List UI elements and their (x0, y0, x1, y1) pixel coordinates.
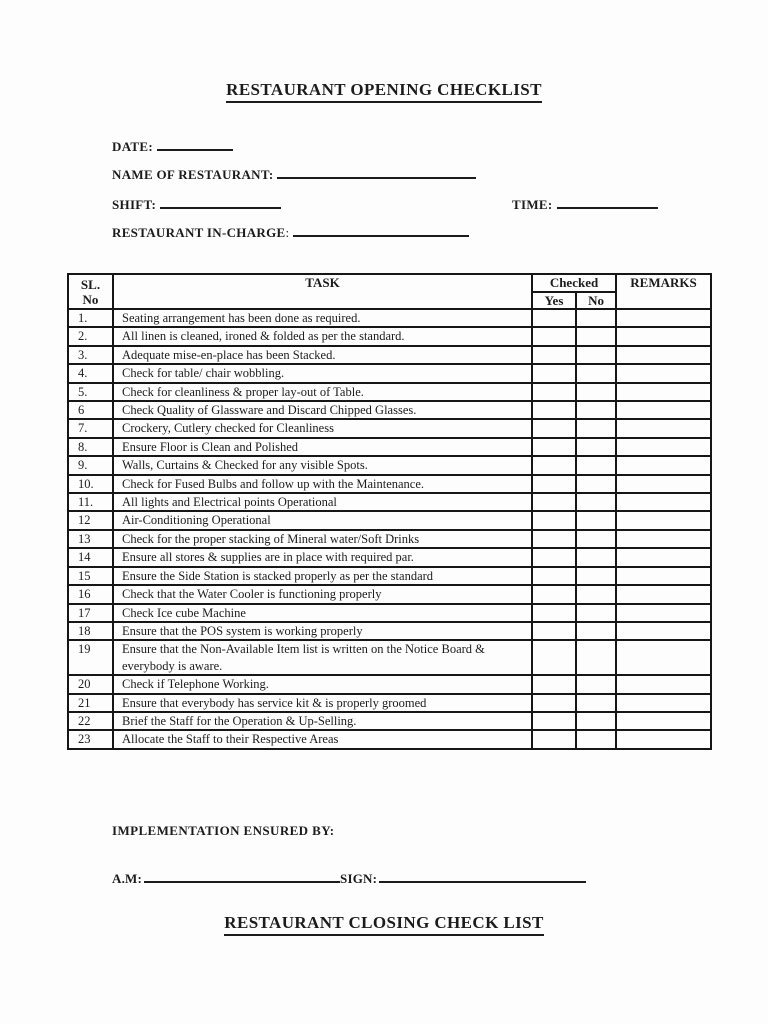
row-sl-number: 12 (68, 511, 113, 529)
row-sl-number: 15 (68, 567, 113, 585)
row-no-cell (576, 694, 616, 712)
table-row (68, 456, 711, 474)
row-remarks-cell (616, 640, 711, 675)
row-no-cell (576, 401, 616, 419)
row-no-cell (576, 327, 616, 345)
row-yes-cell (532, 364, 576, 382)
row-remarks-cell (616, 309, 711, 327)
restaurant-name-label: NAME OF RESTAURANT: (112, 167, 274, 182)
row-no-cell (576, 712, 616, 730)
row-yes-cell (532, 475, 576, 493)
row-yes-cell (532, 694, 576, 712)
row-no-cell (576, 730, 616, 748)
row-no-cell (576, 585, 616, 603)
row-task-text: Check for Fused Bulbs and follow up with the Maintenance. (113, 475, 532, 493)
row-remarks-cell (616, 346, 711, 364)
row-task-text: Adequate mise-en-place has been Stacked. (113, 346, 532, 364)
row-sl-number: 1. (68, 309, 113, 327)
row-remarks-cell (616, 567, 711, 585)
table-row (68, 419, 711, 437)
row-remarks-cell (616, 456, 711, 474)
row-no-cell (576, 456, 616, 474)
row-remarks-cell (616, 364, 711, 382)
table-row (68, 640, 711, 675)
table-row (68, 675, 711, 693)
row-no-cell (576, 548, 616, 566)
row-task-text: Ensure Floor is Clean and Polished (113, 438, 532, 456)
column-header-yes: Yes (532, 292, 576, 309)
table-row (68, 327, 711, 345)
row-sl-number: 16 (68, 585, 113, 603)
row-remarks-cell (616, 401, 711, 419)
table-row (68, 585, 711, 603)
am-blank-line (144, 869, 340, 883)
table-row (68, 712, 711, 730)
row-remarks-cell (616, 675, 711, 693)
table-row (68, 622, 711, 640)
table-row (68, 309, 711, 327)
row-task-text: Walls, Curtains & Checked for any visible Spots. (113, 456, 532, 474)
table-row (68, 604, 711, 622)
time-label: TIME: (512, 197, 553, 212)
row-yes-cell (532, 346, 576, 364)
implementation-label: IMPLEMENTATION ENSURED BY: (112, 823, 335, 838)
row-yes-cell (532, 530, 576, 548)
row-task-text: Check Ice cube Machine (113, 604, 532, 622)
row-sl-number: 8. (68, 438, 113, 456)
row-sl-number: 19 (68, 640, 113, 675)
row-task-text: Ensure the Side Station is stacked properly as per the standard (113, 567, 532, 585)
shift-time-field-row (112, 195, 768, 215)
table-row (68, 548, 711, 566)
opening-checklist-title-text: RESTAURANT OPENING CHECKLIST (226, 80, 542, 103)
shift-label: SHIFT: (112, 197, 157, 212)
date-blank-line (157, 137, 233, 151)
row-remarks-cell (616, 419, 711, 437)
row-yes-cell (532, 438, 576, 456)
table-row (68, 511, 711, 529)
row-sl-number: 14 (68, 548, 113, 566)
table-row (68, 364, 711, 382)
table-row (68, 694, 711, 712)
row-yes-cell (532, 309, 576, 327)
row-sl-number: 6 (68, 401, 113, 419)
incharge-field-row (112, 223, 768, 243)
table-row (68, 567, 711, 585)
row-sl-number: 23 (68, 730, 113, 748)
row-sl-number: 4. (68, 364, 113, 382)
row-no-cell (576, 475, 616, 493)
column-header-task: TASK (113, 274, 532, 309)
row-yes-cell (532, 604, 576, 622)
row-task-text: Check for cleanliness & proper lay-out of Table. (113, 383, 532, 401)
sign-blank-line (379, 869, 586, 883)
row-sl-number: 20 (68, 675, 113, 693)
incharge-colon: : (285, 225, 290, 240)
row-task-text: Seating arrangement has been done as required. (113, 309, 532, 327)
row-task-text: All lights and Electrical points Operational (113, 493, 532, 511)
row-sl-number: 3. (68, 346, 113, 364)
row-task-text: Check for the proper stacking of Mineral water/Soft Drinks (113, 530, 532, 548)
row-task-text: Ensure that the POS system is working properly (113, 622, 532, 640)
am-label: A.M: (112, 871, 143, 886)
row-yes-cell (532, 456, 576, 474)
row-yes-cell (532, 383, 576, 401)
table-header-row-1 (68, 274, 711, 292)
row-no-cell (576, 364, 616, 382)
table-row (68, 475, 711, 493)
row-sl-number: 10. (68, 475, 113, 493)
row-remarks-cell (616, 622, 711, 640)
restaurant-name-blank-line (277, 165, 476, 179)
row-remarks-cell (616, 694, 711, 712)
implementation-row (112, 823, 335, 839)
restaurant-name-field-row (112, 165, 768, 185)
row-remarks-cell (616, 493, 711, 511)
row-sl-number: 7. (68, 419, 113, 437)
closing-checklist-title-text: RESTAURANT CLOSING CHECK LIST (224, 913, 543, 936)
table-row (68, 383, 711, 401)
time-field-group (512, 195, 658, 213)
row-yes-cell (532, 567, 576, 585)
row-no-cell (576, 419, 616, 437)
row-remarks-cell (616, 475, 711, 493)
row-task-text: Check Quality of Glassware and Discard Chipped Glasses. (113, 401, 532, 419)
row-task-text: Check for table/ chair wobbling. (113, 364, 532, 382)
row-remarks-cell (616, 604, 711, 622)
row-task-text: Allocate the Staff to their Respective Areas (113, 730, 532, 748)
row-no-cell (576, 383, 616, 401)
row-yes-cell (532, 493, 576, 511)
am-sign-row (112, 869, 586, 887)
row-yes-cell (532, 401, 576, 419)
row-task-text: All linen is cleaned, ironed & folded as per the standard. (113, 327, 532, 345)
row-remarks-cell (616, 511, 711, 529)
row-yes-cell (532, 640, 576, 675)
row-sl-number: 17 (68, 604, 113, 622)
opening-checklist-title (0, 80, 768, 103)
table-row (68, 493, 711, 511)
closing-checklist-title (0, 913, 768, 936)
table-row (68, 401, 711, 419)
row-remarks-cell (616, 730, 711, 748)
row-remarks-cell (616, 327, 711, 345)
row-remarks-cell (616, 530, 711, 548)
shift-blank-line (160, 195, 281, 209)
row-task-text: Ensure that everybody has service kit & is properly groomed (113, 694, 532, 712)
row-sl-number: 22 (68, 712, 113, 730)
row-no-cell (576, 567, 616, 585)
row-remarks-cell (616, 438, 711, 456)
table-row (68, 730, 711, 748)
row-task-text: Check that the Water Cooler is functioning properly (113, 585, 532, 603)
row-yes-cell (532, 419, 576, 437)
opening-checklist-table (67, 273, 712, 750)
row-sl-number: 13 (68, 530, 113, 548)
table-row (68, 346, 711, 364)
row-task-text: Ensure all stores & supplies are in place with required par. (113, 548, 532, 566)
column-header-no: No (576, 292, 616, 309)
row-yes-cell (532, 511, 576, 529)
incharge-label: RESTAURANT IN-CHARGE (112, 225, 286, 240)
column-header-sl-no (68, 274, 113, 309)
row-remarks-cell (616, 548, 711, 566)
row-no-cell (576, 438, 616, 456)
time-blank-line (557, 195, 658, 209)
row-sl-number: 2. (68, 327, 113, 345)
row-yes-cell (532, 622, 576, 640)
row-no-cell (576, 511, 616, 529)
column-header-sl: SL. (80, 276, 101, 292)
row-yes-cell (532, 712, 576, 730)
date-label: DATE: (112, 139, 153, 154)
row-no-cell (576, 493, 616, 511)
row-remarks-cell (616, 712, 711, 730)
row-yes-cell (532, 730, 576, 748)
row-sl-number: 18 (68, 622, 113, 640)
column-header-checked: Checked (532, 274, 616, 292)
table-row (68, 530, 711, 548)
table-row (68, 438, 711, 456)
row-no-cell (576, 346, 616, 364)
column-header-sl-no-line2: No (82, 291, 99, 307)
row-task-text: Check if Telephone Working. (113, 675, 532, 693)
row-yes-cell (532, 675, 576, 693)
row-no-cell (576, 309, 616, 327)
row-yes-cell (532, 585, 576, 603)
row-remarks-cell (616, 585, 711, 603)
row-yes-cell (532, 548, 576, 566)
sign-label: SIGN: (340, 871, 378, 886)
column-header-remarks: REMARKS (616, 274, 711, 309)
row-task-text: Ensure that the Non-Available Item list is written on the Notice Board & everybody is aware. (113, 640, 532, 675)
row-sl-number: 21 (68, 694, 113, 712)
date-field-row (112, 137, 768, 157)
row-no-cell (576, 675, 616, 693)
row-no-cell (576, 530, 616, 548)
row-sl-number: 11. (68, 493, 113, 511)
row-sl-number: 5. (68, 383, 113, 401)
incharge-blank-line (293, 223, 469, 237)
row-task-text: Air-Conditioning Operational (113, 511, 532, 529)
row-task-text: Crockery, Cutlery checked for Cleanliness (113, 419, 532, 437)
row-yes-cell (532, 327, 576, 345)
row-no-cell (576, 604, 616, 622)
row-no-cell (576, 640, 616, 675)
row-sl-number: 9. (68, 456, 113, 474)
row-task-text: Brief the Staff for the Operation & Up-Selling. (113, 712, 532, 730)
row-remarks-cell (616, 383, 711, 401)
row-no-cell (576, 622, 616, 640)
